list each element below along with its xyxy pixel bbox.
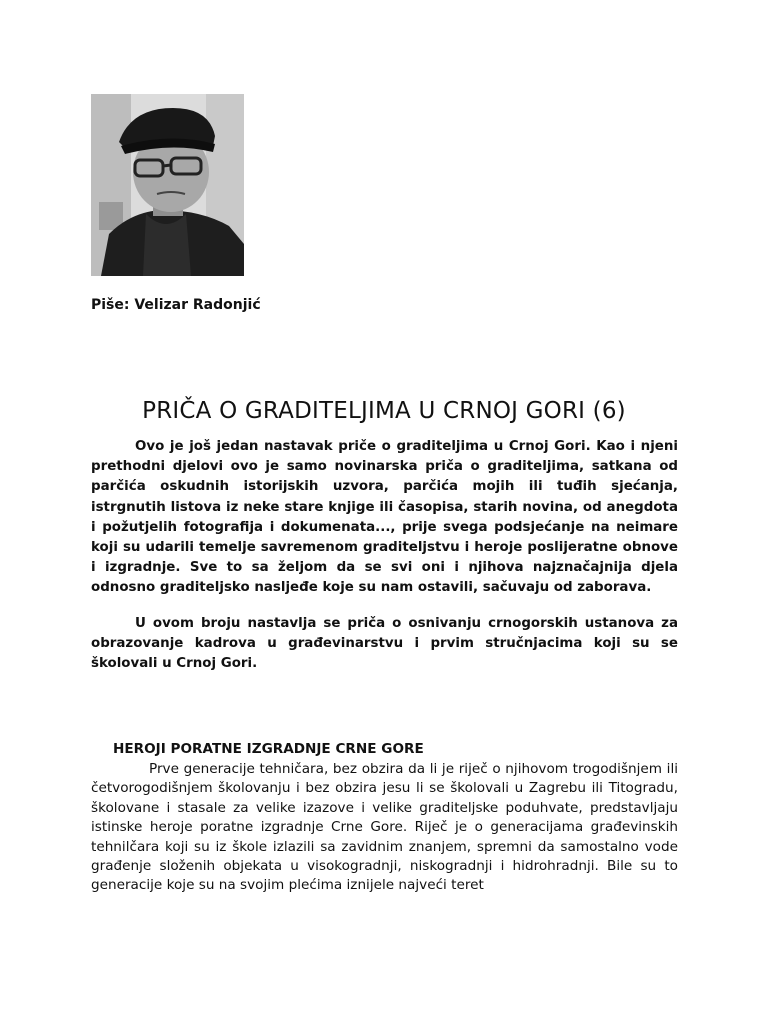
intro-paragraph-1: Ovo je još jedan nastavak priče o graditeljima u Crnoj Gori. Kao i njeni prethodni djelovi ovo je samo novinarska priča o graditeljima, satkana od parčića oskudnih istorijskih uzvora, parčića mojih ili tuđih sjećanja, istrgnutih listova iz neke stare knjige ili časopisa, starih novina, od anegdota i požutjelih fotografija i dokumenata..., prije svega podsjećanje na neimare koji su udarili temelje savremenom graditeljstvu i heroje poslijeratne obnove i izgradnje. Sve to sa željom da se svi oni i njihova najznačajnija djela odnosno graditeljsko nasljeđe koje su nam ostavili, sačuvaju od zaborava.: [91, 439, 678, 596]
author-portrait-image: [91, 94, 244, 276]
section-heading: HEROJI PORATNE IZGRADNJE CRNE GORE: [113, 741, 424, 757]
section-body-paragraph: Prve generacije tehničara, bez obzira da li je riječ o njihovom trogodišnjem ili četvorogodišnjem školovanju i bez obzira jesu li se školovali u Zagrebu ili Titogradu, školovane i stasale za velike izazove i velike graditeljske poduhvate, predstavljaju istinske heroje poratne izgradnje Crne Gore. Riječ je o generacijama građevinskih tehnilčara koji su iz škole izlazili sa zavidnim znanjem, spremni da samostalno vode građenje složenih objekata u visokogradnji, niskogradnji i hidrohradnji. Bile su to generacije koje su na svojim plećima iznijele najveći teret: [91, 761, 678, 894]
author-byline: Piše: Velizar Radonjić: [91, 297, 261, 313]
intro-paragraph-2: U ovom broju nastavlja se priča o osnivanju crnogorskih ustanova za obrazovanje kadrova u građevinarstvu i prvim stručnjacima koji su se školovali u Crnoj Gori.: [91, 616, 678, 672]
author-photo: [91, 94, 244, 276]
article-title: PRIČA O GRADITELJIMA U CRNOJ GORI (6): [142, 398, 626, 424]
